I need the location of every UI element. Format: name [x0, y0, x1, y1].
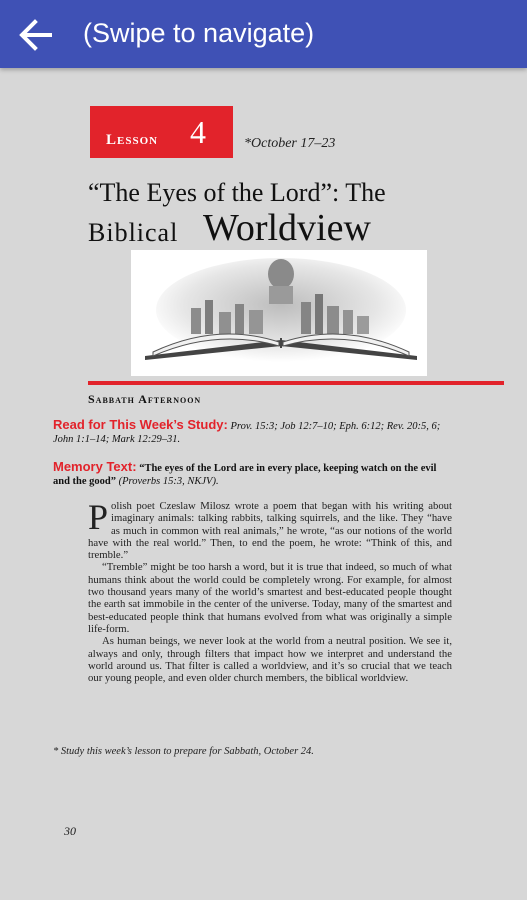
lesson-title-line1: “The Eyes of the Lord”: The — [88, 178, 386, 207]
section-heading: Sabbath Afternoon — [88, 392, 202, 406]
footnote: * Study this week’s lesson to prepare for Sabbath, October 24. — [53, 746, 314, 757]
memory-verse: “The eyes of the Lord are in every place, keeping watch on the evil and the good” — [53, 463, 437, 487]
reading-references: Prov. 15:3; Job 12:7–10; Eph. 6:12; Rev. 20:5, 6; John 1:1–14; Mark 12:29–31. — [53, 421, 441, 445]
lesson-title-line2-big: Worldview — [203, 207, 371, 249]
reading-assignment — [53, 418, 453, 446]
app-bar — [0, 0, 527, 68]
lesson-number: 4 — [190, 114, 206, 150]
lesson-date: *October 17–23 — [244, 136, 336, 151]
reading-label: Read for This Week’s Study: — [53, 417, 228, 432]
lesson-label: Lesson — [106, 132, 159, 148]
page-number: 30 — [64, 824, 76, 838]
memory-label: Memory Text: — [53, 459, 137, 474]
paragraph-1 — [88, 497, 452, 562]
drop-cap: P — [88, 497, 109, 537]
memory-reference: (Proverbs 15:3, NKJV). — [118, 476, 219, 487]
section-divider — [88, 381, 504, 385]
app-bar-title: (Swipe to navigate) — [83, 18, 315, 48]
paragraph-2: “Tremble” might be too harsh a word, but it is true that indeed, so much of what humans think about the world could be completely wrong. For example, for almost two thousand years many of the world’s smartest and best-educated people thought the earth sat immobile in the center of the universe. Today, many of the smartest and best-educated people think that humans evolved from what was originally a simple life-form. — [88, 561, 452, 635]
lesson-title-line2-small: Biblical — [88, 218, 179, 247]
memory-text — [53, 460, 453, 488]
lesson-body — [88, 497, 452, 685]
bible-city-illustration — [131, 250, 427, 376]
paragraph-1-text: olish poet Czeslaw Milosz wrote a poem that began with his writing about imaginary animals: talking rabbits, talking squirrels, and the like. They “have as much in common with real animals,” he wrote, “as our notions of the world have with the real world.” Then, to end the poem, he wrote: “Think of this, and tremble.” — [88, 500, 452, 562]
lesson-page[interactable] — [0, 68, 527, 900]
paragraph-3: As human beings, we never look at the world from a neutral position. We see it, always and only, through filters that impact how we interpret and understand the world around us. That filter is called a worldview, and it’s so crucial that we teach our young people, and even older church members, the biblical worldview. — [88, 635, 452, 685]
lesson-badge — [90, 106, 233, 158]
arrow-back-icon[interactable] — [14, 14, 56, 56]
